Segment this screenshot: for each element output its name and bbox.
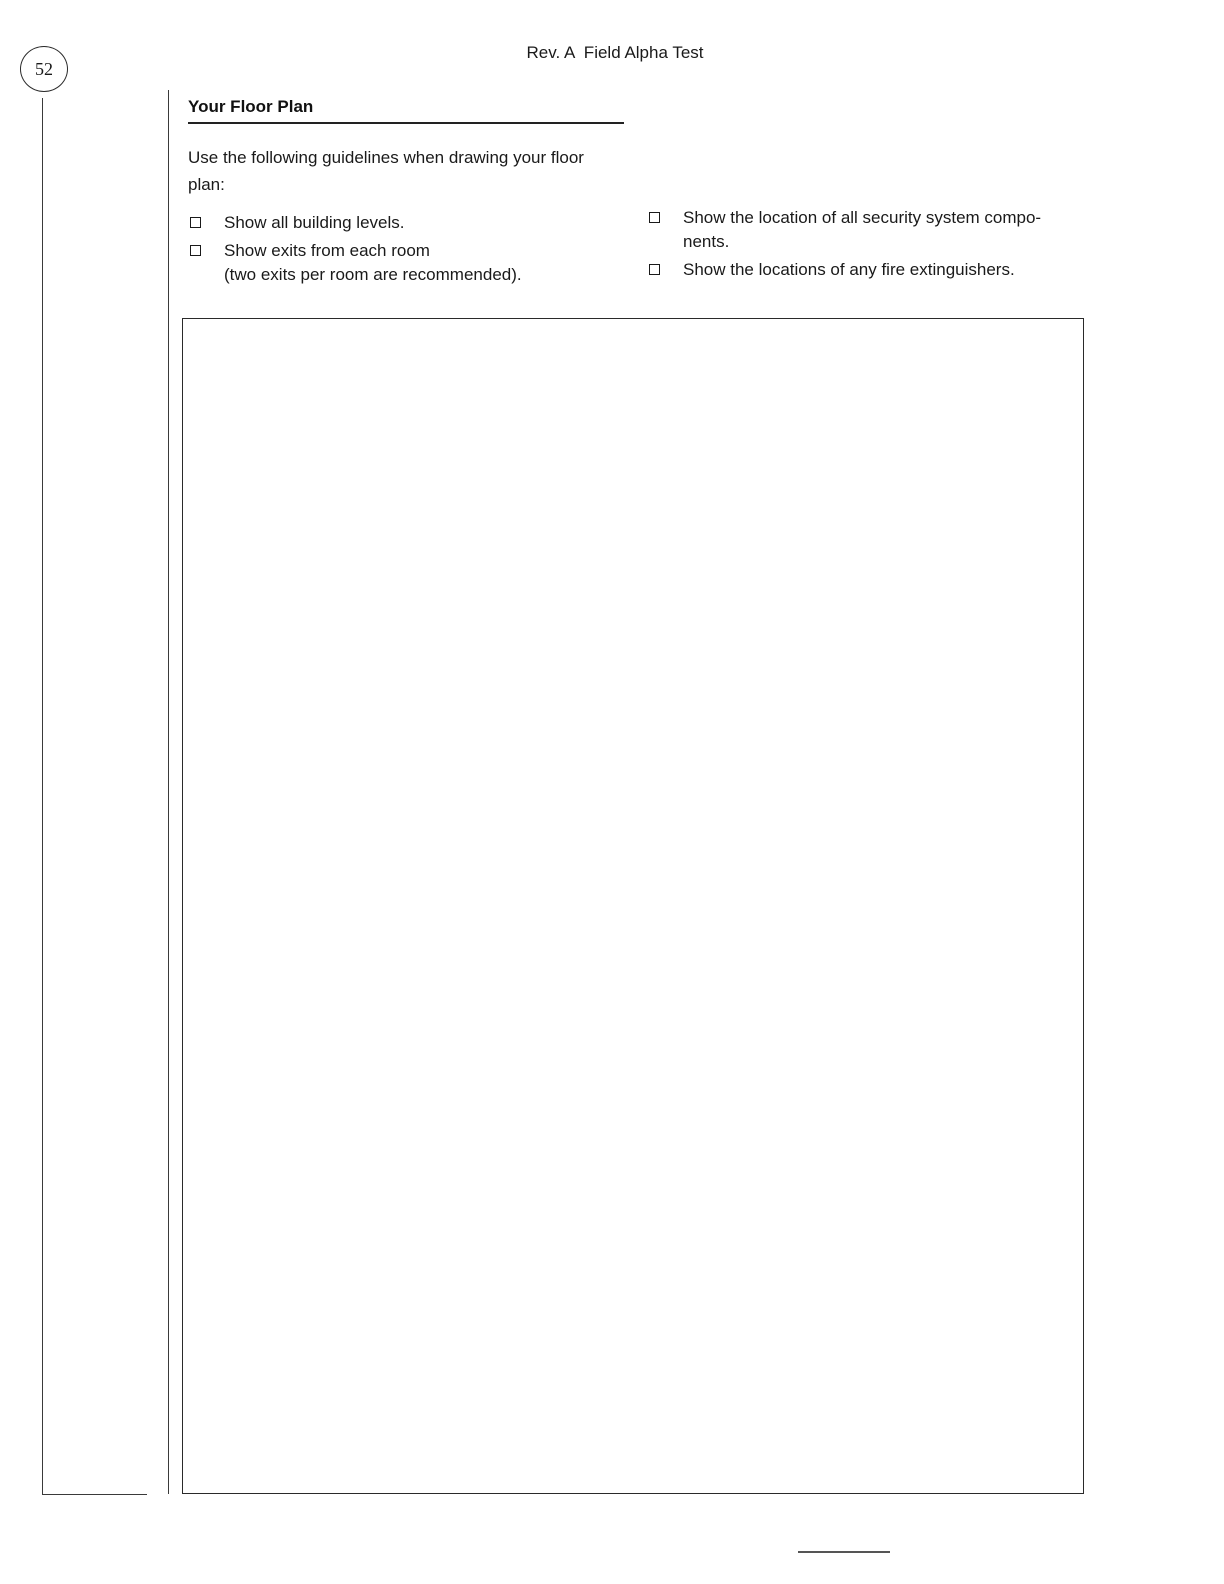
guidelines-list-left (188, 211, 608, 291)
guideline-text: Show all building levels. (224, 213, 405, 232)
intro-text: Use the following guidelines when drawing your floor plan: (188, 148, 584, 194)
guidelines-list-right (647, 206, 1097, 286)
guideline-item (647, 206, 1097, 254)
guideline-item (188, 211, 608, 235)
checkbox-icon[interactable] (190, 245, 201, 256)
section-title: Your Floor Plan (188, 97, 314, 116)
running-header: Rev. A Field Alpha Test (526, 43, 704, 62)
guideline-item (647, 258, 1097, 282)
floor-plan-drawing-area[interactable] (182, 318, 1084, 1494)
checkbox-icon[interactable] (190, 217, 201, 228)
section-title-rule (188, 122, 624, 124)
margin-rule-outer (42, 98, 43, 1494)
guideline-text: Show the location of all security system compo- (683, 208, 1042, 227)
guideline-text: Show exits from each room (224, 241, 430, 260)
guideline-continuation: nents. (683, 232, 730, 251)
checkbox-icon[interactable] (649, 212, 660, 223)
guideline-text: Show the locations of any fire extinguishers. (683, 260, 1015, 279)
page-number-text: 52 (35, 58, 53, 79)
margin-rule-bottom (42, 1494, 147, 1495)
margin-rule-inner (168, 90, 169, 1494)
footer-rule (798, 1551, 890, 1553)
guideline-item (188, 239, 608, 287)
checkbox-icon[interactable] (649, 264, 660, 275)
guideline-note: (two exits per room are recommended). (224, 265, 522, 284)
